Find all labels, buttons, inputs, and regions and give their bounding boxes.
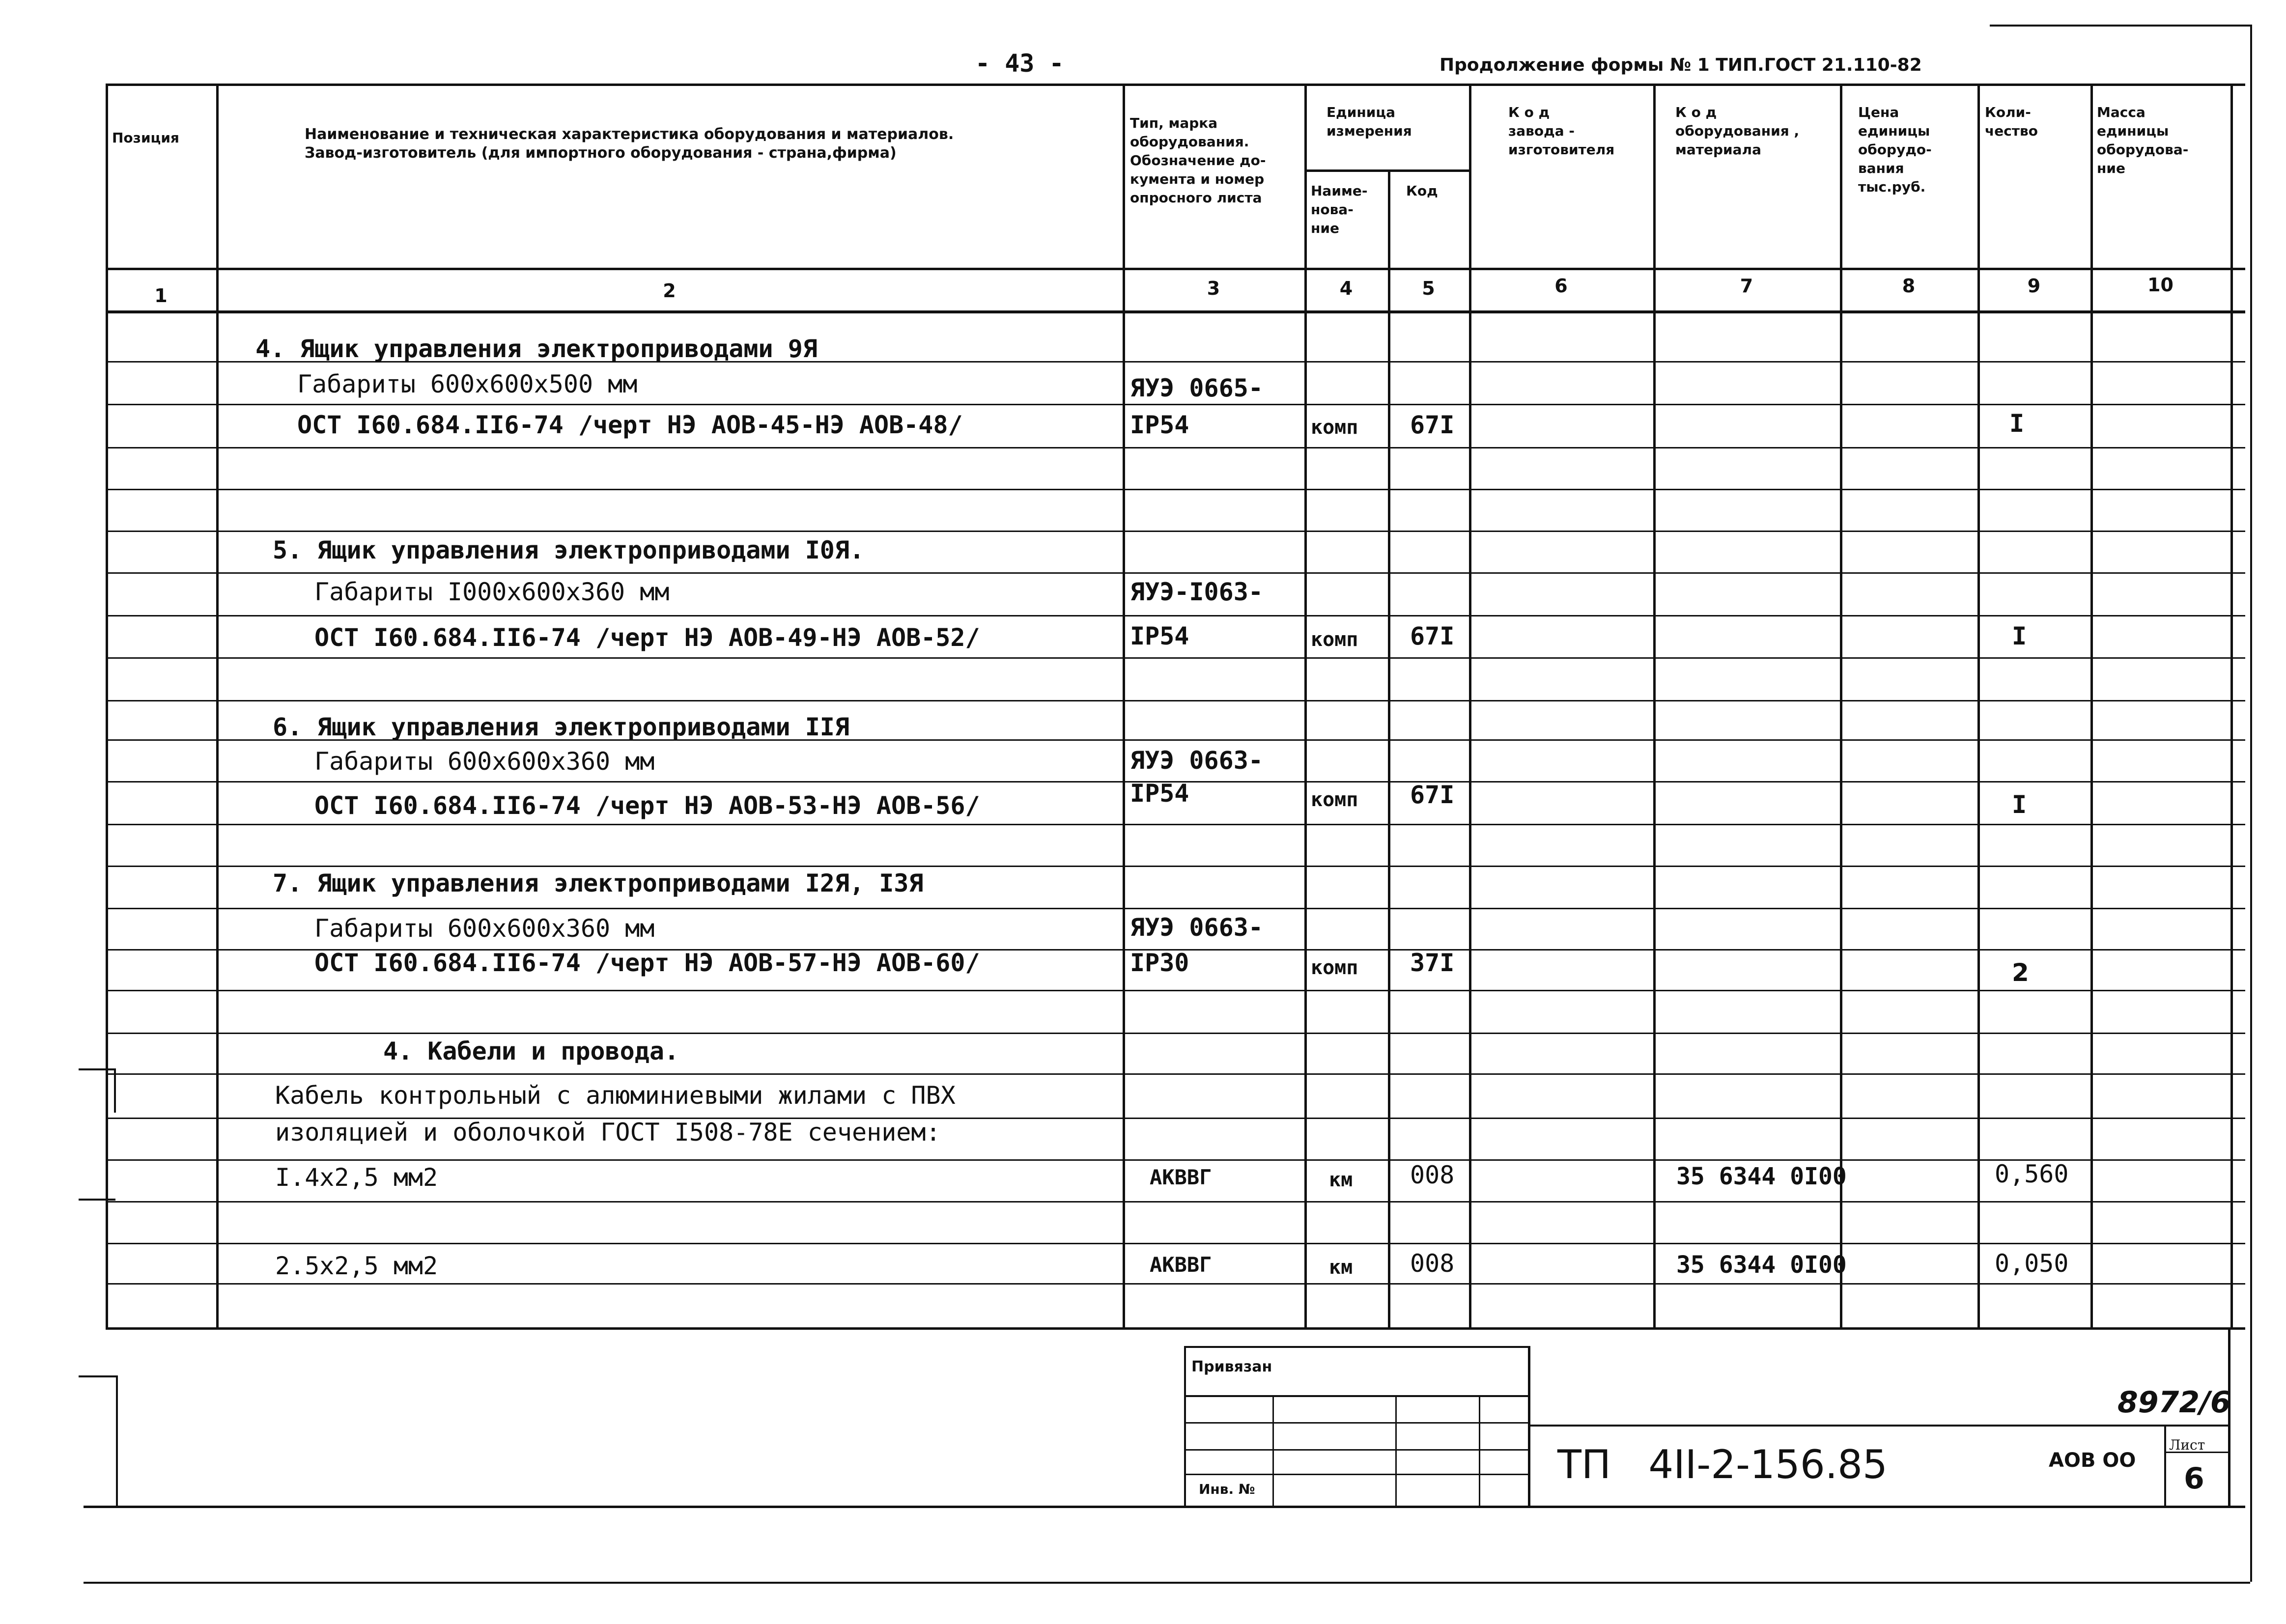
row-item-standard: ОСТ I60.684.II6-74 /черт НЭ АОВ-57-НЭ АОВ-60/	[314, 949, 980, 977]
header-unit-name: Наиме- нова- ние	[1311, 183, 1368, 236]
cable-description: Кабель контрольный с алюминиевыми жилами с ПВХ	[275, 1081, 956, 1110]
page-number: - 43 -	[975, 49, 1064, 78]
row-item-type: IP54	[1130, 622, 1189, 650]
row-item-dimensions: Габариты 600х600х500 мм	[297, 370, 638, 398]
header-price: Цена единицы оборудо- вания тыс.руб.	[1858, 104, 1932, 195]
sheet-code: АОВ ОО	[2049, 1449, 2136, 1472]
row-item-dimensions: Габариты 600х600х360 мм	[314, 747, 655, 776]
row-item-type: IP30	[1130, 949, 1189, 977]
cable-quantity: 0,560	[1995, 1160, 2069, 1188]
row-item-dimensions: Габариты I000х600х360 мм	[314, 578, 670, 606]
row-item-quantity: 2	[2012, 958, 2029, 987]
column-number: 10	[2147, 274, 2173, 296]
column-number: 4	[1339, 278, 1353, 299]
row-item-code: 67I	[1410, 781, 1455, 809]
cable-unit: км	[1329, 1256, 1353, 1279]
form-continuation-note: Продолжение формы № 1 ТИП.ГОСТ 21.110-82	[1439, 55, 1922, 75]
row-item-type: ЯУЭ 0663-	[1130, 913, 1263, 942]
archive-number: 8972/6	[2117, 1385, 2231, 1420]
row-item-standard: ОСТ I60.684.II6-74 /черт НЭ АОВ-49-НЭ АОВ-52/	[314, 623, 980, 652]
attached-label: Привязан	[1191, 1358, 1272, 1375]
cable-description: изоляцией и оболочкой ГОСТ I508-78Е сечением:	[275, 1118, 941, 1147]
row-item-type: ЯУЭ 0663-	[1130, 746, 1263, 775]
sheet-number: 6	[2184, 1461, 2204, 1496]
column-number: 2	[663, 280, 676, 302]
cable-type: АКВВГ	[1150, 1165, 1212, 1189]
header-unit-group: Единица измерения	[1326, 104, 1412, 139]
row-item-title: 5. Ящик управления электроприводами I0Я.	[273, 536, 865, 564]
row-item-title: 7. Ящик управления электроприводами I2Я, I3Я	[273, 869, 924, 897]
cable-material-code: 35 6344 0I00	[1676, 1163, 1847, 1190]
cable-type: АКВВГ	[1150, 1253, 1212, 1277]
column-number: 9	[2027, 275, 2041, 297]
header-material-code: К о д оборудования , материала	[1675, 104, 1800, 158]
row-item-type: IP54	[1130, 779, 1189, 808]
cable-unit: км	[1329, 1169, 1353, 1191]
row-item-title: 4. Ящик управления электроприводами 9Я	[255, 335, 818, 363]
row-item-code: 67I	[1410, 622, 1455, 650]
row-item-unit: комп	[1311, 956, 1358, 979]
cable-code: 008	[1410, 1161, 1455, 1189]
cable-quantity: 0,050	[1995, 1249, 2069, 1278]
row-item-type: IP54	[1130, 411, 1189, 439]
column-number: 1	[154, 285, 168, 307]
column-number: 7	[1740, 275, 1753, 297]
header-unit-code: Код	[1406, 183, 1438, 199]
header-quantity: Коли- чество	[1985, 104, 2038, 139]
row-item-code: 37I	[1410, 949, 1455, 977]
header-plant-code: К о д завода - изготовителя	[1508, 104, 1615, 158]
header-position: Позиция	[112, 130, 179, 146]
inventory-label: Инв. №	[1199, 1481, 1255, 1497]
row-item-standard: ОСТ I60.684.II6-74 /черт НЭ АОВ-53-НЭ АОВ-56/	[314, 791, 980, 820]
header-type: Тип, марка оборудования. Обозначение до- кумента и номер опросного листа	[1130, 115, 1266, 206]
cable-code: 008	[1410, 1249, 1455, 1278]
row-item-type: ЯУЭ 0665-	[1130, 374, 1263, 402]
cable-size: I.4х2,5 мм2	[275, 1163, 438, 1192]
column-number: 8	[1902, 275, 1916, 297]
row-item-unit: комп	[1311, 416, 1358, 439]
row-item-code: 67I	[1410, 411, 1455, 439]
row-item-unit: комп	[1311, 628, 1358, 651]
header-name: Наименование и техническая характеристика оборудования и материалов. Завод-изготовитель (для импортного оборудования - страна,фирма)	[305, 126, 954, 162]
page-bottom-edge	[84, 1582, 2250, 1584]
row-item-unit: комп	[1311, 788, 1358, 811]
cable-size: 2.5х2,5 мм2	[275, 1252, 438, 1280]
column-number: 3	[1207, 278, 1220, 299]
row-item-title: 6. Ящик управления электроприводами IIЯ	[273, 713, 849, 741]
row-item-standard: ОСТ I60.684.II6-74 /черт НЭ АОВ-45-НЭ АОВ-48/	[297, 411, 963, 439]
row-item-quantity: I	[2009, 409, 2025, 438]
section-title: 4. Кабели и провода.	[383, 1037, 679, 1065]
page-top-edge	[1990, 25, 2250, 27]
sheet-label: Лист	[2169, 1437, 2205, 1453]
cable-material-code: 35 6344 0I00	[1676, 1251, 1847, 1279]
column-number: 5	[1422, 278, 1435, 299]
project-designation: ТП 4II-2-156.85	[1557, 1442, 1888, 1487]
row-item-type: ЯУЭ-I063-	[1130, 578, 1263, 606]
header-mass: Масса единицы оборудова- ние	[2097, 104, 2189, 176]
column-number: 6	[1554, 275, 1568, 297]
row-item-quantity: I	[2012, 622, 2027, 650]
page-right-edge	[2250, 25, 2252, 1582]
row-item-dimensions: Габариты 600х600х360 мм	[314, 914, 655, 943]
row-item-quantity: I	[2012, 790, 2027, 819]
